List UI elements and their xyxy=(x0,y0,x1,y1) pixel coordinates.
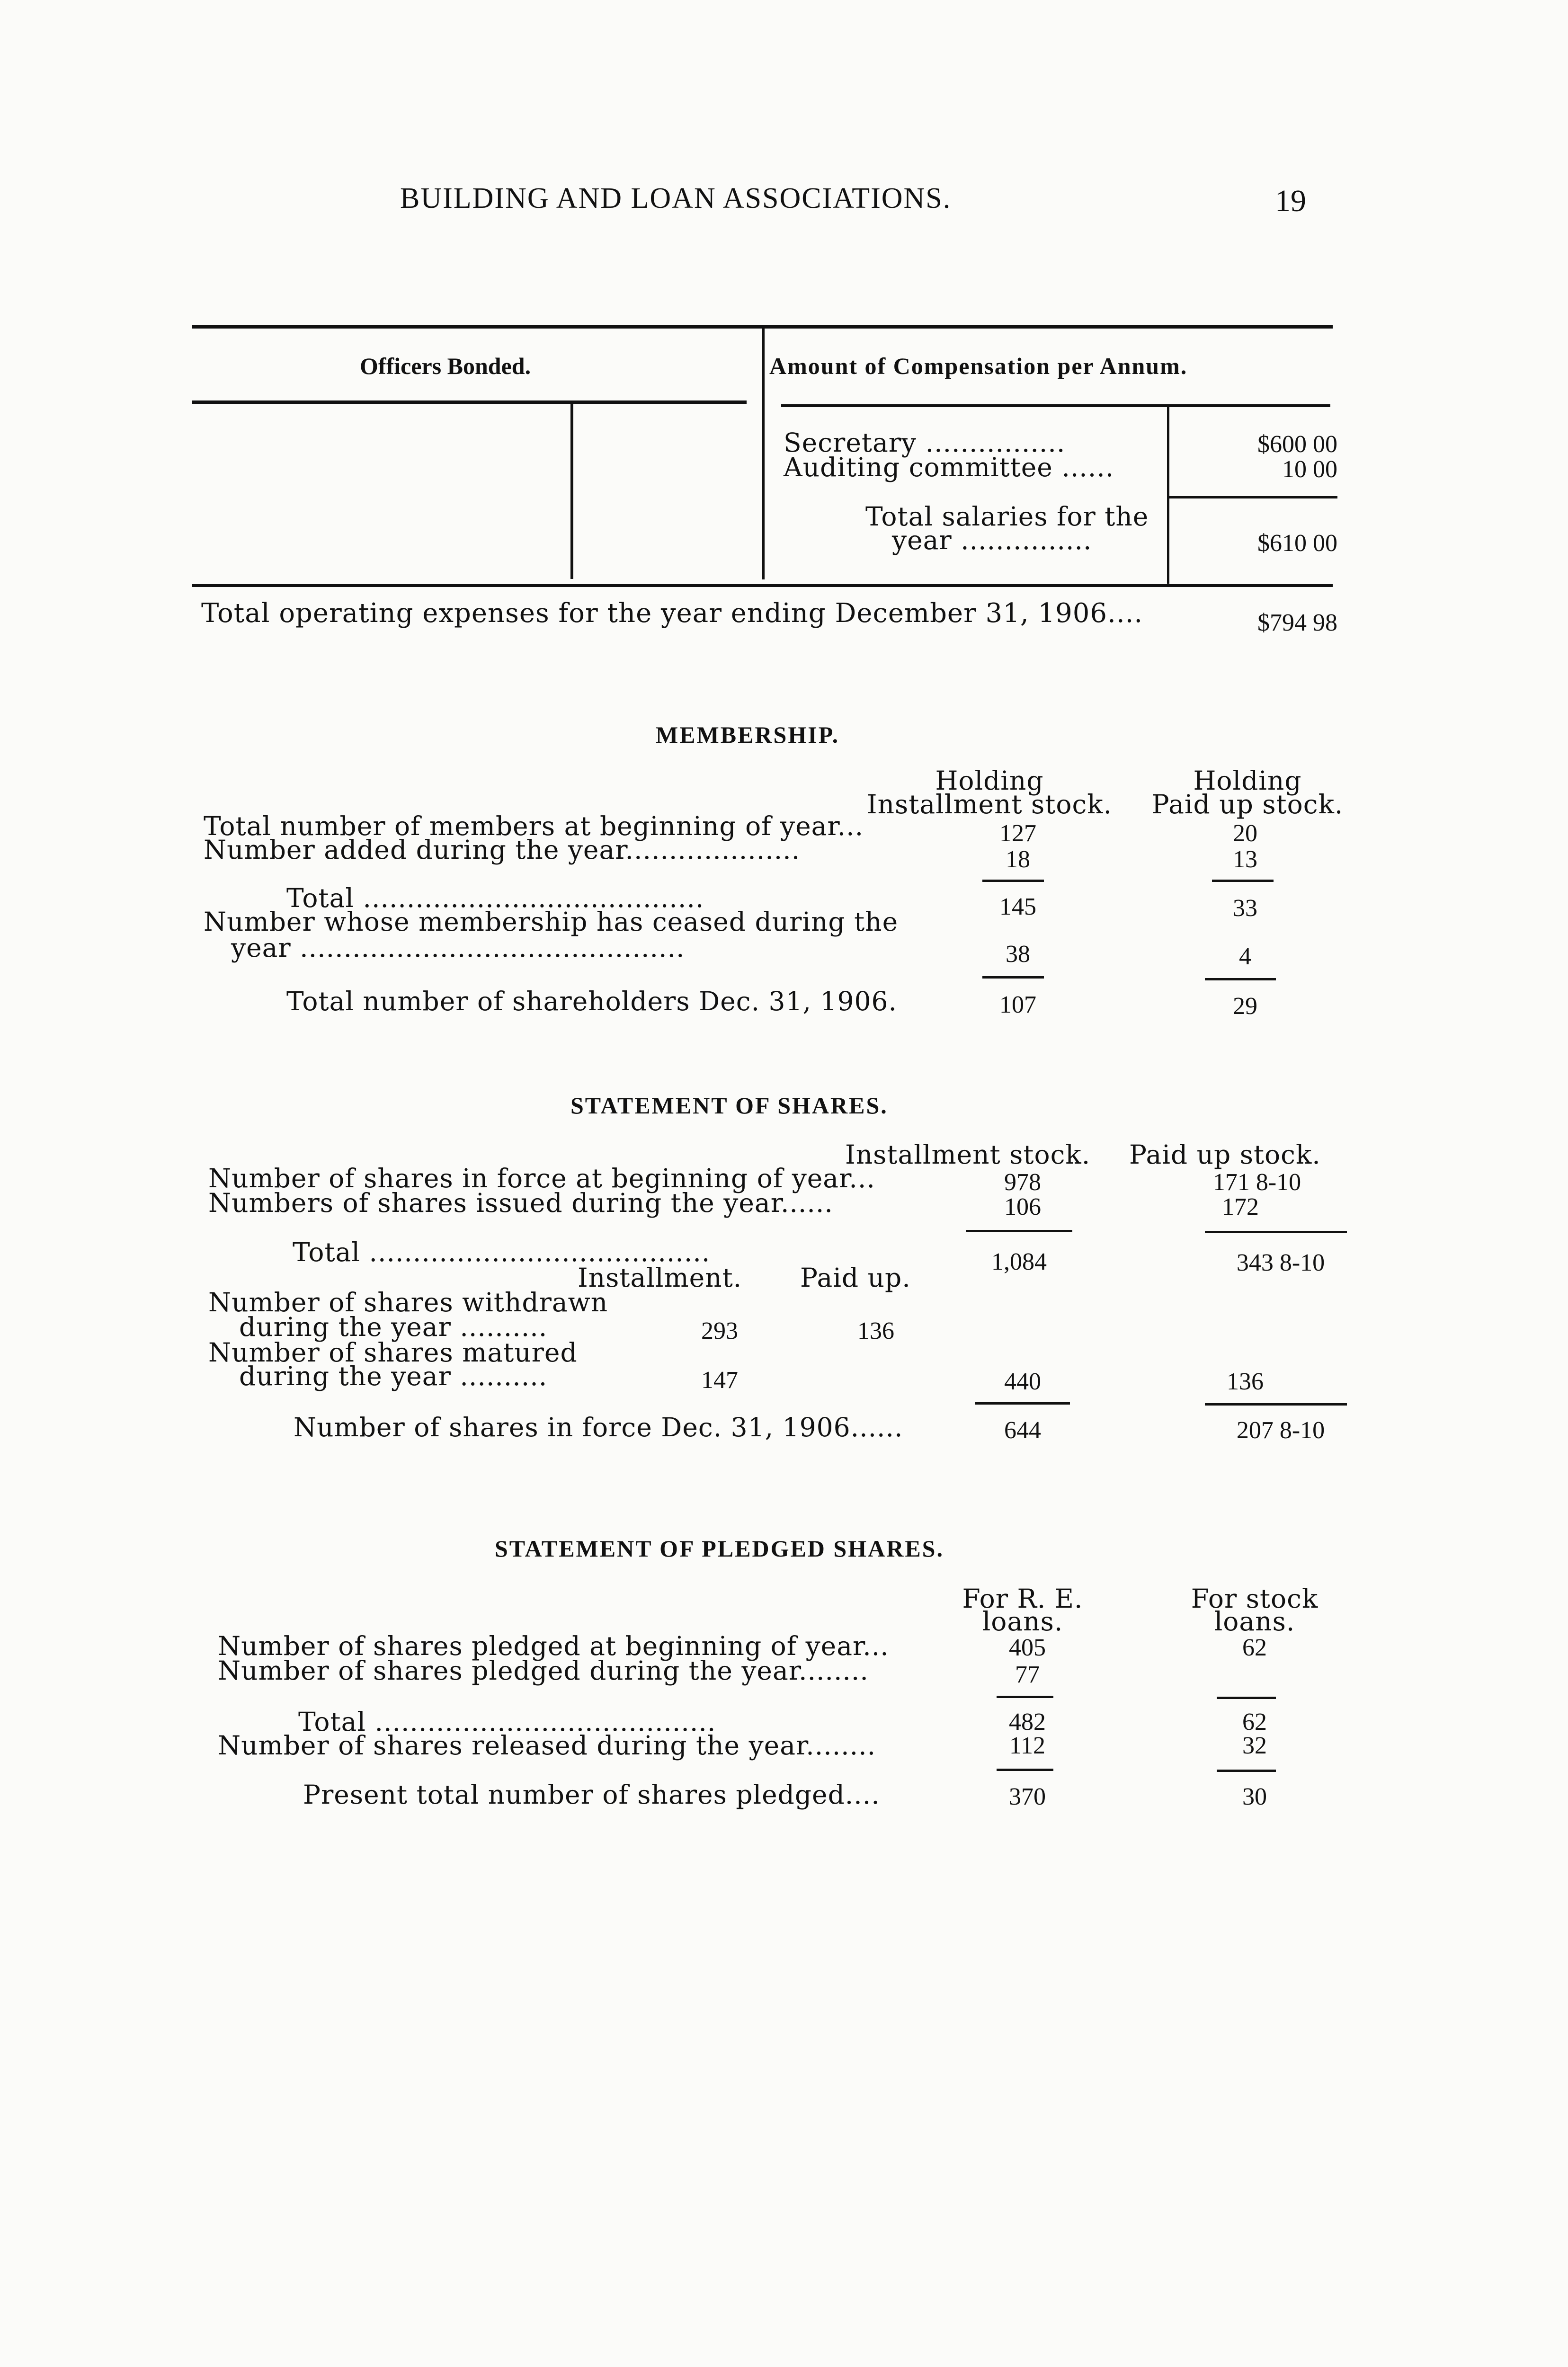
pledged-total-re: 482 xyxy=(1009,1709,1046,1735)
shares-final-rule-inst xyxy=(975,1402,1070,1405)
compensation-header: Amount of Compensation per Annum. xyxy=(769,353,1188,379)
pledged-released-label: Number of shares released during the year........ xyxy=(218,1730,876,1761)
membership-added-inst: 18 xyxy=(1006,846,1030,873)
shares-matured-total-paid: 136 xyxy=(1227,1368,1264,1395)
shares-matured-inst: 147 xyxy=(701,1367,738,1394)
pledged-released-stock: 32 xyxy=(1242,1732,1267,1759)
pledged-col1-header-2: loans. xyxy=(982,1606,1063,1637)
total-salaries-label-2: year ............... xyxy=(892,525,1092,555)
shares-matured-total-inst: 440 xyxy=(1004,1368,1041,1395)
membership-beginning-paid: 20 xyxy=(1233,820,1257,847)
shares-issued-paid: 172 xyxy=(1222,1193,1259,1220)
pledged-during-re: 77 xyxy=(1015,1661,1040,1688)
shares-total-paid: 343 8-10 xyxy=(1236,1249,1325,1276)
operating-expenses-label: Total operating expenses for the year ending December 31, 1906.... xyxy=(201,598,1143,629)
left-column-divider xyxy=(570,404,573,579)
running-title: BUILDING AND LOAN ASSOCIATIONS. xyxy=(400,182,952,214)
pledged-title: STATEMENT OF PLEDGED SHARES. xyxy=(495,1535,944,1562)
shares-col1-header: Installment stock. xyxy=(845,1139,1091,1170)
table-top-rule xyxy=(192,325,1333,329)
pledged-col1-header-1: For R. E. xyxy=(962,1584,1083,1614)
shares-withdrawn-paid: 136 xyxy=(857,1317,894,1344)
membership-final-rule-paid xyxy=(1205,978,1276,980)
shares-final-rule-paid xyxy=(1205,1403,1347,1406)
membership-total-inst: 145 xyxy=(999,893,1036,920)
shares-total-inst: 1,084 xyxy=(991,1248,1047,1275)
secretary-label: Secretary ................ xyxy=(784,427,1066,458)
membership-beginning-label: Total number of members at beginning of year... xyxy=(204,811,864,841)
shares-force-paid: 171 8-10 xyxy=(1212,1169,1301,1196)
pledged-final-rule-re xyxy=(997,1769,1053,1771)
shares-final-label: Number of shares in force Dec. 31, 1906...... xyxy=(294,1412,903,1442)
membership-col2-header-2: Paid up stock. xyxy=(1151,789,1344,819)
header-rule-left xyxy=(192,400,747,404)
page-number: 19 xyxy=(1275,184,1306,218)
pledged-final-re: 370 xyxy=(1009,1783,1046,1810)
membership-total-paid: 33 xyxy=(1233,895,1257,922)
total-salaries-label-1: Total salaries for the xyxy=(865,501,1149,532)
membership-ceased-inst: 38 xyxy=(1006,941,1030,968)
amount-total-rule xyxy=(1167,496,1337,498)
pledged-final-rule-stock xyxy=(1217,1770,1276,1772)
membership-col2-header-1: Holding xyxy=(1193,765,1302,796)
shares-final-paid: 207 8-10 xyxy=(1236,1417,1325,1444)
membership-ceased-label-1: Number whose membership has ceased during the xyxy=(204,907,899,937)
membership-added-label: Number added during the year.................... xyxy=(204,835,801,865)
total-salaries-amount: $610 00 xyxy=(1257,530,1337,557)
membership-beginning-inst: 127 xyxy=(999,820,1036,847)
membership-title: MEMBERSHIP. xyxy=(656,721,840,748)
membership-final-paid: 29 xyxy=(1233,993,1257,1020)
pledged-total-rule-stock xyxy=(1217,1697,1276,1699)
pledged-total-label: Total ....................................... xyxy=(298,1707,716,1737)
auditing-committee-label: Auditing committee ...... xyxy=(784,452,1114,482)
shares-col2-header: Paid up stock. xyxy=(1129,1139,1321,1170)
membership-final-inst: 107 xyxy=(999,991,1036,1018)
membership-col1-header-1: Holding xyxy=(935,765,1044,796)
membership-total-rule-paid xyxy=(1212,880,1274,882)
header-rule-right xyxy=(781,404,1330,407)
membership-total-label: Total ....................................... xyxy=(286,883,704,913)
membership-col1-header-2: Installment stock. xyxy=(866,789,1113,819)
pledged-during-label: Number of shares pledged during the year........ xyxy=(218,1655,869,1686)
auditing-committee-amount: 10 00 xyxy=(1282,456,1337,483)
shares-total-label: Total ....................................... xyxy=(293,1237,711,1267)
pledged-beginning-stock: 62 xyxy=(1242,1634,1267,1661)
table-center-divider xyxy=(762,329,765,579)
amount-column-divider xyxy=(1167,406,1169,584)
shares-sub-header-paid: Paid up. xyxy=(800,1263,911,1293)
shares-force-label: Number of shares in force at beginning of year... xyxy=(208,1163,875,1193)
shares-title: STATEMENT OF SHARES. xyxy=(570,1092,888,1119)
table-bottom-rule xyxy=(192,584,1333,587)
membership-ceased-paid: 4 xyxy=(1239,943,1251,970)
shares-final-inst: 644 xyxy=(1004,1417,1041,1444)
operating-expenses-amount: $794 98 xyxy=(1257,609,1337,636)
shares-withdrawn-inst: 293 xyxy=(701,1317,738,1344)
pledged-total-rule-re xyxy=(997,1696,1053,1698)
shares-total-rule-inst xyxy=(966,1230,1072,1232)
shares-issued-label: Numbers of shares issued during the year...... xyxy=(208,1188,833,1218)
pledged-beginning-label: Number of shares pledged at beginning of year... xyxy=(218,1631,889,1661)
pledged-total-stock: 62 xyxy=(1242,1709,1267,1735)
shares-matured-label-2: during the year .......... xyxy=(239,1361,548,1391)
shares-total-rule-paid xyxy=(1205,1231,1347,1233)
shares-matured-label-1: Number of shares matured xyxy=(208,1337,578,1368)
shares-withdrawn-label-1: Number of shares withdrawn xyxy=(208,1287,608,1317)
membership-ceased-label-2: year ............................................ xyxy=(231,933,685,963)
membership-final-label: Total number of shareholders Dec. 31, 1906. xyxy=(286,986,897,1016)
membership-total-rule-inst xyxy=(982,880,1044,882)
shares-force-inst: 978 xyxy=(1004,1169,1041,1196)
officers-bonded-header: Officers Bonded. xyxy=(360,353,531,379)
pledged-col2-header-1: For stock xyxy=(1191,1584,1319,1614)
secretary-amount: $600 00 xyxy=(1257,431,1337,458)
pledged-beginning-re: 405 xyxy=(1009,1634,1046,1661)
membership-final-rule-inst xyxy=(982,976,1044,979)
pledged-released-re: 112 xyxy=(1009,1732,1046,1759)
shares-issued-inst: 106 xyxy=(1004,1193,1041,1220)
pledged-col2-header-2: loans. xyxy=(1214,1606,1295,1637)
shares-withdrawn-label-2: during the year .......... xyxy=(239,1312,548,1342)
shares-sub-header-inst: Installment. xyxy=(578,1263,742,1293)
membership-added-paid: 13 xyxy=(1233,846,1257,873)
pledged-final-stock: 30 xyxy=(1242,1783,1267,1810)
pledged-final-label: Present total number of shares pledged.... xyxy=(303,1780,880,1810)
